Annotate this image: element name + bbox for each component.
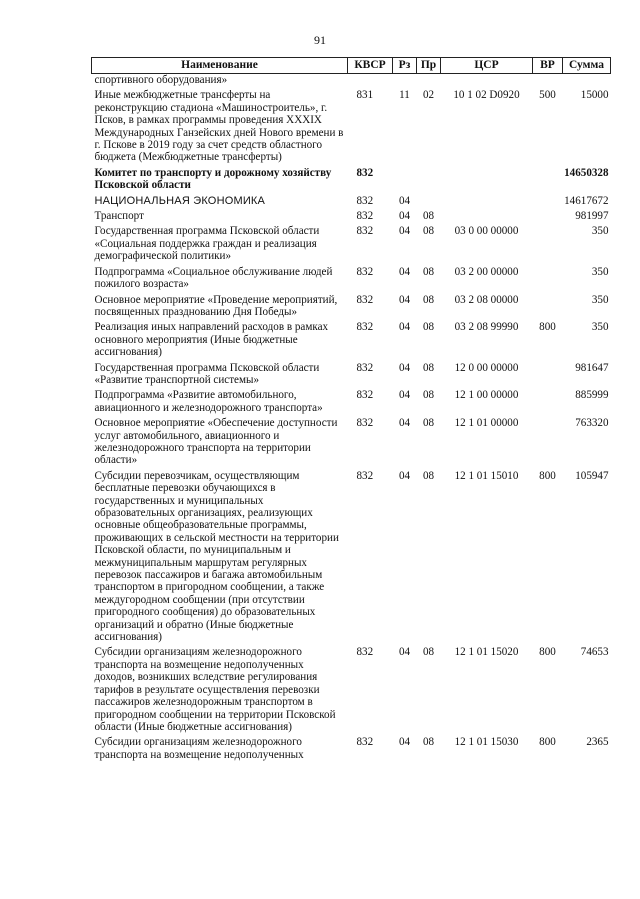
cell-sum: 981647 xyxy=(575,361,609,374)
cell-vr: 500 xyxy=(539,89,556,102)
cell-kvsr: 832 xyxy=(356,293,374,306)
cell-csr: 12 0 00 00000 xyxy=(454,361,519,374)
header-vr: ВР xyxy=(533,58,563,74)
table-header-row xyxy=(92,58,611,74)
header-kvsr: КВСР xyxy=(348,58,393,74)
cell-pr xyxy=(417,167,441,195)
cell-kvsr: 832 xyxy=(356,469,374,482)
budget-table xyxy=(91,57,611,764)
cell-kvsr: 832 xyxy=(356,389,374,402)
cell-rz: 04 xyxy=(398,265,411,278)
cell-rz: 04 xyxy=(398,210,411,223)
table-row xyxy=(92,225,611,265)
cell-pr: 08 xyxy=(422,265,435,278)
cell-kvsr: 832 xyxy=(356,417,374,430)
page-number: 91 xyxy=(314,33,326,47)
table-row xyxy=(92,389,611,417)
cell-vr xyxy=(533,225,563,265)
cell-pr: 08 xyxy=(422,293,435,306)
cell-kvsr: 831 xyxy=(356,89,374,102)
cell-kvsr: 832 xyxy=(356,361,374,374)
cell-sum: 14617672 xyxy=(564,194,609,207)
cell-kvsr: 832 xyxy=(356,321,374,334)
cell-vr xyxy=(533,294,563,322)
cell-pr: 08 xyxy=(422,210,435,223)
cell-vr xyxy=(533,266,563,294)
cell-pr: 08 xyxy=(422,736,435,749)
table-row xyxy=(92,294,611,322)
cell-rz: 04 xyxy=(398,389,411,402)
table-row xyxy=(92,266,611,294)
cell-kvsr: 832 xyxy=(356,210,374,223)
cell-csr: 12 1 01 15020 xyxy=(454,646,519,659)
cell-csr: 10 1 02 D0920 xyxy=(453,89,520,102)
cell-rz: 04 xyxy=(398,736,411,749)
table-row xyxy=(92,210,611,225)
cell-csr: 03 2 00 00000 xyxy=(454,265,519,278)
cell-csr xyxy=(441,167,533,195)
header-csr: ЦСР xyxy=(441,58,533,74)
cell-sum: 350 xyxy=(591,321,609,334)
cell-pr: 08 xyxy=(422,225,435,238)
cell-kvsr xyxy=(348,74,393,90)
cell-csr: 03 2 08 99990 xyxy=(454,321,519,334)
cell-name: Субсидии перевозчикам, осуществляющим бесплатные перевозки обучающихся в государственных и муниципальных образовательных организациях, реализующих основные общеобразовательные программы, проживающих в сельской местности на территории Псковской области, по муниципальным и межмуниципальным маршрутам регулярных перевозок пассажиров и багажа автомобильным транспортом в пригородном сообщении, а также междугородном сообщении (при отсутствии пригородного сообщения) до образовательных организаций и обратно (Иные бюджетные ассигнования) xyxy=(94,469,339,644)
cell-csr: 03 2 08 00000 xyxy=(454,293,519,306)
cell-rz: 04 xyxy=(398,225,411,238)
cell-sum: 350 xyxy=(591,293,609,306)
cell-kvsr: 832 xyxy=(356,265,374,278)
cell-name: Государственная программа Псковской области «Социальная поддержка граждан и реализация демографической политики» xyxy=(94,225,320,263)
cell-vr xyxy=(533,362,563,390)
cell-pr: 02 xyxy=(422,89,435,102)
cell-kvsr: 832 xyxy=(356,736,374,749)
table-row xyxy=(92,321,611,361)
cell-vr: 800 xyxy=(539,469,556,482)
cell-rz: 04 xyxy=(398,417,411,430)
cell-kvsr: 832 xyxy=(356,194,374,207)
cell-vr xyxy=(533,167,563,195)
cell-kvsr: 832 xyxy=(356,166,374,179)
table-row xyxy=(92,417,611,470)
cell-kvsr: 832 xyxy=(356,646,374,659)
cell-name: Государственная программа Псковской области «Развитие транспортной системы» xyxy=(94,361,320,386)
table-row xyxy=(92,362,611,390)
table-row xyxy=(92,74,611,90)
cell-vr xyxy=(533,74,563,90)
cell-pr: 08 xyxy=(422,361,435,374)
cell-vr: 800 xyxy=(539,321,556,334)
cell-csr xyxy=(441,74,533,90)
cell-name: Иные межбюджетные трансферты на реконструкцию стадиона «Машиностроитель», г. Псков, в рамках программы проведения XXXIX Международных Ганзейских дней Нового времени в г. Пскове в 2019 году за счет средств областного бюджета (Межбюджетные трансферты) xyxy=(94,89,344,164)
cell-pr xyxy=(417,74,441,90)
cell-rz: 04 xyxy=(398,321,411,334)
cell-vr: 800 xyxy=(539,646,556,659)
cell-rz: 04 xyxy=(398,469,411,482)
cell-rz: 11 xyxy=(399,89,410,102)
cell-name: Основное мероприятие «Обеспечение доступности услуг автомобильного, авиационного и железнодорожного транспорта на территории области» xyxy=(94,417,338,467)
cell-pr: 08 xyxy=(422,417,435,430)
cell-name: Транспорт xyxy=(94,210,144,223)
cell-sum xyxy=(563,74,611,90)
cell-name: Субсидии организациям железнодорожного транспорта на возмещение недополученных xyxy=(94,736,304,761)
cell-pr: 08 xyxy=(422,321,435,334)
cell-sum: 350 xyxy=(591,225,609,238)
cell-rz xyxy=(393,167,417,195)
cell-name: Комитет по транспорту и дорожному хозяйству Псковской области xyxy=(94,166,332,192)
cell-pr: 08 xyxy=(422,469,435,482)
cell-rz: 04 xyxy=(398,194,411,207)
cell-sum: 14650328 xyxy=(564,166,609,179)
cell-rz: 04 xyxy=(398,646,411,659)
cell-vr xyxy=(533,417,563,470)
cell-csr: 12 1 01 15010 xyxy=(454,469,519,482)
cell-csr xyxy=(441,210,533,225)
cell-name: Реализация иных направлений расходов в рамках основного мероприятия (Иные бюджетные ассигнования) xyxy=(94,321,329,359)
cell-csr: 03 0 00 00000 xyxy=(454,225,519,238)
cell-sum: 885999 xyxy=(575,389,609,402)
cell-vr: 800 xyxy=(539,736,556,749)
header-sum: Сумма xyxy=(563,58,611,74)
table-row xyxy=(92,167,611,195)
cell-vr xyxy=(533,210,563,225)
cell-csr: 12 1 00 00000 xyxy=(454,389,519,402)
cell-name: Подпрограмма «Развитие автомобильного, авиационного и железнодорожного транспорта» xyxy=(94,389,323,414)
cell-name: Подпрограмма «Социальное обслуживание людей пожилого возраста» xyxy=(94,265,333,291)
cell-vr xyxy=(533,195,563,210)
cell-sum: 105947 xyxy=(575,469,609,482)
cell-name: спортивного оборудования» xyxy=(94,74,228,86)
cell-name: НАЦИОНАЛЬНАЯ ЭКОНОМИКА xyxy=(94,194,266,207)
header-rz: Рз xyxy=(393,58,417,74)
cell-rz xyxy=(393,74,417,90)
cell-vr xyxy=(533,389,563,417)
table-row xyxy=(92,89,611,166)
table-row xyxy=(92,646,611,736)
table-row xyxy=(92,470,611,647)
cell-pr: 08 xyxy=(422,646,435,659)
header-pr: Пр xyxy=(417,58,441,74)
header-name: Наименование xyxy=(92,58,348,74)
cell-name: Основное мероприятие «Проведение мероприятий, посвященных празднованию Дня Победы» xyxy=(94,293,338,318)
cell-rz: 04 xyxy=(398,361,411,374)
cell-pr xyxy=(417,195,441,210)
cell-rz: 04 xyxy=(398,293,411,306)
cell-csr: 12 1 01 15030 xyxy=(454,736,519,749)
cell-csr xyxy=(441,195,533,210)
table-row xyxy=(92,736,611,764)
table-row xyxy=(92,195,611,210)
cell-sum: 74653 xyxy=(580,646,609,659)
cell-sum: 15000 xyxy=(580,89,609,102)
cell-kvsr: 832 xyxy=(356,225,374,238)
cell-csr: 12 1 01 00000 xyxy=(454,417,519,430)
cell-pr: 08 xyxy=(422,389,435,402)
cell-name: Субсидии организациям железнодорожного транспорта на возмещение недополученных доходов, возникших вследствие регулирования тарифов в результате осуществления перевозки пассажиров железнодорожным транспортом в пригородном сообщении на территории Псковской области (Иные бюджетные ассигнования) xyxy=(94,646,336,733)
cell-sum: 981997 xyxy=(575,210,609,223)
cell-sum: 350 xyxy=(591,265,609,278)
cell-sum: 2365 xyxy=(586,736,609,749)
cell-sum: 763320 xyxy=(575,417,609,430)
